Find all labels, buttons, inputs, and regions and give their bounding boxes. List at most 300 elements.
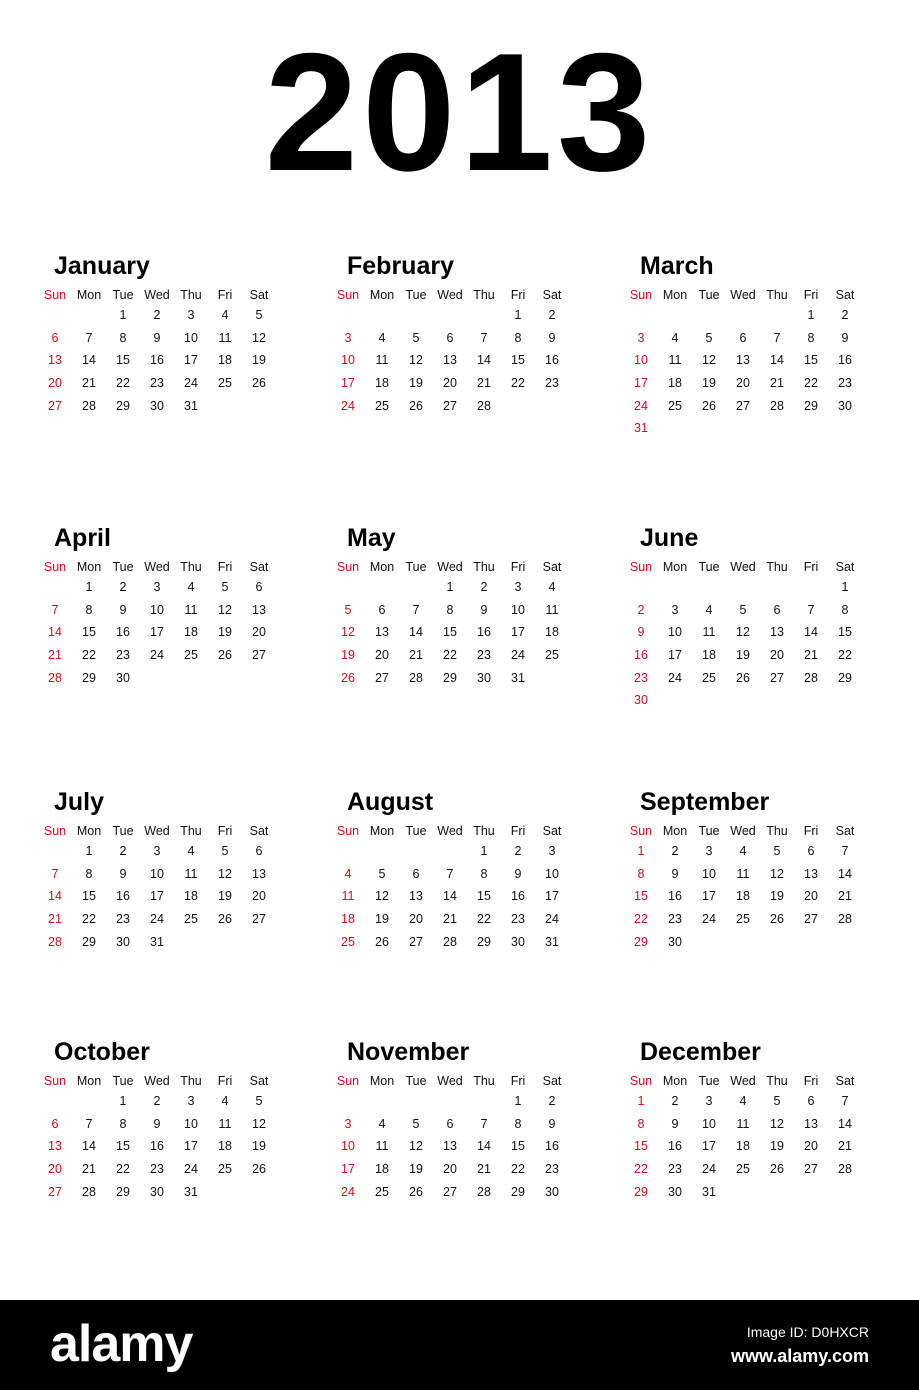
day-cell: 24 bbox=[702, 1162, 716, 1177]
day-cell: 14 bbox=[770, 353, 784, 368]
month-title: March bbox=[640, 252, 714, 280]
week-row bbox=[331, 931, 571, 954]
week-row bbox=[38, 327, 278, 350]
weekday-label: Wed bbox=[144, 824, 170, 838]
day-cell: 30 bbox=[511, 934, 525, 949]
day-cell: 28 bbox=[477, 1184, 491, 1199]
day-cell: 13 bbox=[48, 353, 62, 368]
weekday-label: Fri bbox=[510, 824, 526, 838]
day-cell: 15 bbox=[82, 625, 96, 640]
day-cell: 1 bbox=[841, 580, 849, 594]
day-cell: 9 bbox=[153, 1116, 161, 1131]
weekday-label: Sat bbox=[249, 824, 269, 838]
day-cell: 1 bbox=[119, 308, 127, 322]
month-title: October bbox=[54, 1038, 150, 1066]
week-row bbox=[624, 644, 864, 667]
weekday-label: Sun bbox=[43, 560, 67, 574]
day-cell: 27 bbox=[770, 670, 784, 685]
day-cell: 2 bbox=[153, 1094, 161, 1108]
day-cell: 16 bbox=[150, 353, 164, 368]
weekday-label: Sat bbox=[249, 288, 269, 302]
day-cell: 27 bbox=[48, 398, 62, 413]
month-april bbox=[38, 524, 278, 689]
day-cell: 30 bbox=[668, 934, 682, 949]
day-cell: 16 bbox=[150, 1139, 164, 1154]
day-cell: 3 bbox=[187, 1094, 195, 1108]
day-cell: 27 bbox=[443, 398, 457, 413]
day-cell: 15 bbox=[804, 353, 818, 368]
week-row bbox=[624, 372, 864, 395]
day-cell: 24 bbox=[184, 1162, 198, 1177]
week-row bbox=[624, 1181, 864, 1204]
day-cell: 28 bbox=[82, 1184, 96, 1199]
month-title: January bbox=[54, 252, 150, 280]
day-cell: 25 bbox=[668, 398, 682, 413]
day-cell: 5 bbox=[221, 844, 229, 858]
day-cell: 18 bbox=[375, 1162, 389, 1177]
day-cell: 9 bbox=[153, 330, 161, 345]
week-row bbox=[624, 863, 864, 886]
weekday-label: Thu bbox=[473, 560, 495, 574]
weekday-label: Mon bbox=[369, 288, 395, 302]
week-row bbox=[38, 576, 278, 599]
day-cell: 16 bbox=[116, 625, 130, 640]
day-cell: 21 bbox=[82, 1162, 96, 1177]
day-cell: 27 bbox=[443, 1184, 457, 1199]
day-cell: 24 bbox=[668, 670, 682, 685]
weekday-label: Fri bbox=[217, 824, 233, 838]
month-title: August bbox=[347, 788, 434, 816]
day-cell: 4 bbox=[221, 308, 229, 322]
week-row bbox=[38, 908, 278, 931]
week-row bbox=[624, 1158, 864, 1181]
week-row bbox=[38, 395, 278, 418]
day-cell: 3 bbox=[344, 1116, 352, 1131]
month-title: November bbox=[347, 1038, 470, 1066]
day-cell: 24 bbox=[150, 648, 164, 663]
month-march bbox=[624, 252, 864, 440]
day-cell: 18 bbox=[184, 625, 198, 640]
weekday-label: Tue bbox=[405, 560, 427, 574]
week-row bbox=[331, 1090, 571, 1113]
day-cell: 12 bbox=[252, 1116, 266, 1131]
day-cell: 19 bbox=[409, 376, 423, 391]
weekday-label: Tue bbox=[112, 560, 134, 574]
weekday-label: Wed bbox=[730, 560, 756, 574]
weekday-label: Wed bbox=[144, 1074, 170, 1088]
day-cell: 16 bbox=[545, 353, 559, 368]
day-cell: 11 bbox=[218, 330, 232, 345]
day-cell: 21 bbox=[477, 1162, 491, 1177]
day-cell: 20 bbox=[252, 625, 266, 640]
day-cell: 9 bbox=[841, 330, 849, 345]
day-cell: 26 bbox=[252, 376, 266, 391]
weekday-label: Sat bbox=[542, 288, 562, 302]
week-row bbox=[331, 840, 571, 863]
day-cell: 19 bbox=[252, 1139, 266, 1154]
day-cell: 17 bbox=[150, 625, 164, 640]
day-cell: 28 bbox=[838, 912, 852, 927]
day-cell: 1 bbox=[637, 844, 645, 858]
day-cell: 28 bbox=[82, 398, 96, 413]
day-cell: 30 bbox=[116, 934, 130, 949]
day-cell: 12 bbox=[218, 602, 232, 617]
day-cell: 12 bbox=[702, 353, 716, 368]
day-cell: 3 bbox=[705, 1094, 713, 1108]
day-cell: 2 bbox=[841, 308, 849, 322]
weekday-label: Thu bbox=[180, 1074, 202, 1088]
week-row bbox=[331, 1181, 571, 1204]
day-cell: 10 bbox=[702, 1116, 716, 1131]
week-row bbox=[331, 621, 571, 644]
month-october bbox=[38, 1038, 278, 1203]
day-cell: 27 bbox=[736, 398, 750, 413]
day-cell: 14 bbox=[838, 1116, 852, 1131]
day-cell: 3 bbox=[637, 330, 645, 345]
week-row bbox=[331, 304, 571, 327]
day-cell: 2 bbox=[480, 580, 488, 594]
day-cell: 3 bbox=[344, 330, 352, 345]
day-cell: 6 bbox=[255, 580, 263, 594]
week-row bbox=[331, 327, 571, 350]
day-cell: 13 bbox=[252, 602, 266, 617]
week-row bbox=[38, 644, 278, 667]
week-row bbox=[624, 1090, 864, 1113]
day-cell: 11 bbox=[668, 353, 682, 368]
day-cell: 9 bbox=[548, 330, 556, 345]
weekday-label: Wed bbox=[437, 824, 463, 838]
day-cell: 30 bbox=[838, 398, 852, 413]
day-cell: 8 bbox=[85, 866, 93, 881]
day-cell: 26 bbox=[375, 934, 389, 949]
week-row bbox=[331, 599, 571, 622]
day-cell: 17 bbox=[511, 625, 525, 640]
day-cell: 6 bbox=[412, 866, 420, 881]
day-cell: 22 bbox=[804, 376, 818, 391]
day-cell: 5 bbox=[221, 580, 229, 594]
day-cell: 29 bbox=[477, 934, 491, 949]
day-cell: 22 bbox=[634, 1162, 648, 1177]
day-cell: 24 bbox=[511, 648, 525, 663]
day-cell: 13 bbox=[409, 889, 423, 904]
day-cell: 1 bbox=[85, 580, 93, 594]
weekday-label: Thu bbox=[180, 288, 202, 302]
day-cell: 25 bbox=[736, 912, 750, 927]
day-cell: 18 bbox=[218, 1139, 232, 1154]
day-cell: 26 bbox=[770, 912, 784, 927]
day-cell: 17 bbox=[341, 376, 355, 391]
day-cell: 7 bbox=[446, 866, 454, 881]
day-cell: 19 bbox=[218, 889, 232, 904]
day-cell: 16 bbox=[511, 889, 525, 904]
weekday-label: Wed bbox=[437, 288, 463, 302]
day-cell: 14 bbox=[48, 889, 62, 904]
day-cell: 27 bbox=[48, 1184, 62, 1199]
day-cell: 17 bbox=[184, 353, 198, 368]
day-cell: 24 bbox=[184, 376, 198, 391]
weekday-label: Mon bbox=[662, 1074, 688, 1088]
day-cell: 6 bbox=[773, 602, 781, 617]
week-row bbox=[331, 1113, 571, 1136]
day-cell: 18 bbox=[184, 889, 198, 904]
day-cell: 26 bbox=[218, 912, 232, 927]
weekday-label: Sun bbox=[336, 1074, 360, 1088]
day-cell: 5 bbox=[255, 308, 263, 322]
day-cell: 19 bbox=[702, 376, 716, 391]
day-cell: 10 bbox=[150, 602, 164, 617]
weekday-label: Tue bbox=[698, 560, 720, 574]
day-cell: 30 bbox=[477, 670, 491, 685]
weekday-label: Mon bbox=[662, 560, 688, 574]
day-cell: 9 bbox=[480, 602, 488, 617]
day-cell: 4 bbox=[548, 580, 556, 594]
day-cell: 16 bbox=[668, 1139, 682, 1154]
day-cell: 11 bbox=[545, 602, 559, 617]
day-cell: 18 bbox=[341, 912, 355, 927]
day-cell: 7 bbox=[85, 330, 93, 345]
day-cell: 7 bbox=[480, 1116, 488, 1131]
weekday-label: Sun bbox=[336, 824, 360, 838]
weekday-label: Fri bbox=[803, 288, 819, 302]
day-cell: 29 bbox=[116, 1184, 130, 1199]
day-cell: 27 bbox=[804, 912, 818, 927]
day-cell: 19 bbox=[341, 648, 355, 663]
weekday-label: Mon bbox=[76, 1074, 102, 1088]
day-cell: 7 bbox=[51, 602, 59, 617]
day-cell: 1 bbox=[807, 308, 815, 322]
day-cell: 26 bbox=[770, 1162, 784, 1177]
week-row bbox=[624, 689, 864, 712]
week-row bbox=[624, 417, 864, 440]
day-cell: 10 bbox=[511, 602, 525, 617]
day-cell: 14 bbox=[477, 353, 491, 368]
day-cell: 6 bbox=[807, 1094, 815, 1108]
day-cell: 20 bbox=[409, 912, 423, 927]
day-cell: 23 bbox=[150, 376, 164, 391]
day-cell: 23 bbox=[838, 376, 852, 391]
day-cell: 27 bbox=[252, 912, 266, 927]
week-row bbox=[624, 327, 864, 350]
day-cell: 24 bbox=[341, 398, 355, 413]
day-cell: 16 bbox=[477, 625, 491, 640]
week-row bbox=[624, 667, 864, 690]
site-url: www.alamy.com bbox=[730, 1346, 869, 1366]
day-cell: 31 bbox=[150, 934, 164, 949]
day-cell: 26 bbox=[702, 398, 716, 413]
day-cell: 31 bbox=[702, 1184, 716, 1199]
weekday-label: Thu bbox=[180, 824, 202, 838]
weekday-label: Fri bbox=[510, 560, 526, 574]
day-cell: 8 bbox=[841, 602, 849, 617]
week-row bbox=[38, 667, 278, 690]
day-cell: 14 bbox=[82, 353, 96, 368]
day-cell: 17 bbox=[634, 376, 648, 391]
day-cell: 28 bbox=[443, 934, 457, 949]
day-cell: 22 bbox=[116, 1162, 130, 1177]
week-row bbox=[624, 885, 864, 908]
day-cell: 12 bbox=[409, 1139, 423, 1154]
week-row bbox=[331, 395, 571, 418]
day-cell: 29 bbox=[634, 934, 648, 949]
day-cell: 13 bbox=[443, 1139, 457, 1154]
day-cell: 13 bbox=[375, 625, 389, 640]
day-cell: 26 bbox=[218, 648, 232, 663]
day-cell: 5 bbox=[412, 330, 420, 345]
day-cell: 28 bbox=[409, 670, 423, 685]
week-row bbox=[331, 908, 571, 931]
weekday-label: Tue bbox=[405, 288, 427, 302]
day-cell: 15 bbox=[116, 353, 130, 368]
day-cell: 14 bbox=[48, 625, 62, 640]
day-cell: 8 bbox=[119, 330, 127, 345]
week-row bbox=[38, 1135, 278, 1158]
weekday-label: Thu bbox=[766, 560, 788, 574]
month-july bbox=[38, 788, 278, 953]
day-cell: 3 bbox=[187, 308, 195, 322]
day-cell: 1 bbox=[514, 308, 522, 322]
weekday-label: Sat bbox=[542, 560, 562, 574]
day-cell: 11 bbox=[341, 889, 355, 904]
weekday-label: Sat bbox=[249, 1074, 269, 1088]
week-row bbox=[38, 349, 278, 372]
weekday-label: Sun bbox=[336, 560, 360, 574]
day-cell: 4 bbox=[187, 580, 195, 594]
weekday-label: Tue bbox=[698, 1074, 720, 1088]
day-cell: 14 bbox=[477, 1139, 491, 1154]
weekday-label: Wed bbox=[144, 288, 170, 302]
day-cell: 6 bbox=[51, 330, 59, 345]
weekday-header bbox=[331, 822, 571, 840]
day-cell: 5 bbox=[773, 844, 781, 858]
day-cell: 17 bbox=[545, 889, 559, 904]
day-cell: 13 bbox=[804, 866, 818, 881]
day-cell: 16 bbox=[634, 648, 648, 663]
day-cell: 28 bbox=[838, 1162, 852, 1177]
day-cell: 1 bbox=[119, 1094, 127, 1108]
day-cell: 7 bbox=[773, 330, 781, 345]
weekday-label: Fri bbox=[510, 1074, 526, 1088]
weekday-label: Thu bbox=[473, 824, 495, 838]
day-cell: 3 bbox=[153, 844, 161, 858]
day-cell: 4 bbox=[671, 330, 679, 345]
weekday-label: Fri bbox=[217, 560, 233, 574]
day-cell: 8 bbox=[637, 1116, 645, 1131]
day-cell: 22 bbox=[511, 376, 525, 391]
year-title: 2013 bbox=[264, 18, 655, 206]
day-cell: 2 bbox=[153, 308, 161, 322]
day-cell: 19 bbox=[375, 912, 389, 927]
week-row bbox=[331, 1135, 571, 1158]
week-row bbox=[624, 931, 864, 954]
weekday-label: Sat bbox=[835, 288, 855, 302]
day-cell: 15 bbox=[838, 625, 852, 640]
weekday-label: Mon bbox=[369, 824, 395, 838]
day-cell: 10 bbox=[634, 353, 648, 368]
weekday-header bbox=[624, 286, 864, 304]
day-cell: 13 bbox=[770, 625, 784, 640]
day-cell: 14 bbox=[804, 625, 818, 640]
day-cell: 28 bbox=[477, 398, 491, 413]
day-cell: 4 bbox=[739, 1094, 747, 1108]
day-cell: 5 bbox=[739, 602, 747, 617]
week-row bbox=[331, 349, 571, 372]
day-cell: 25 bbox=[341, 934, 355, 949]
day-cell: 11 bbox=[736, 866, 750, 881]
day-cell: 14 bbox=[82, 1139, 96, 1154]
day-cell: 20 bbox=[48, 1162, 62, 1177]
day-cell: 16 bbox=[545, 1139, 559, 1154]
day-cell: 8 bbox=[807, 330, 815, 345]
day-cell: 1 bbox=[85, 844, 93, 858]
month-title: February bbox=[347, 252, 454, 280]
day-cell: 22 bbox=[82, 912, 96, 927]
weekday-header bbox=[624, 558, 864, 576]
day-cell: 5 bbox=[705, 330, 713, 345]
day-cell: 9 bbox=[671, 866, 679, 881]
weekday-label: Thu bbox=[473, 288, 495, 302]
day-cell: 30 bbox=[116, 670, 130, 685]
day-cell: 23 bbox=[477, 648, 491, 663]
day-cell: 10 bbox=[184, 1116, 198, 1131]
day-cell: 18 bbox=[218, 353, 232, 368]
weekday-label: Fri bbox=[803, 560, 819, 574]
day-cell: 9 bbox=[514, 866, 522, 881]
day-cell: 11 bbox=[375, 353, 389, 368]
weekday-label: Thu bbox=[766, 288, 788, 302]
day-cell: 26 bbox=[252, 1162, 266, 1177]
weekday-label: Tue bbox=[405, 824, 427, 838]
day-cell: 3 bbox=[153, 580, 161, 594]
day-cell: 23 bbox=[668, 1162, 682, 1177]
week-row bbox=[331, 667, 571, 690]
day-cell: 15 bbox=[82, 889, 96, 904]
day-cell: 19 bbox=[736, 648, 750, 663]
weekday-label: Tue bbox=[112, 1074, 134, 1088]
day-cell: 12 bbox=[218, 866, 232, 881]
image-id-label: Image ID: D0HXCR bbox=[746, 1324, 869, 1340]
day-cell: 11 bbox=[184, 602, 198, 617]
day-cell: 7 bbox=[51, 866, 59, 881]
weekday-label: Mon bbox=[662, 288, 688, 302]
day-cell: 21 bbox=[48, 648, 62, 663]
day-cell: 9 bbox=[119, 866, 127, 881]
day-cell: 20 bbox=[443, 1162, 457, 1177]
week-row bbox=[624, 840, 864, 863]
weekday-label: Wed bbox=[144, 560, 170, 574]
day-cell: 2 bbox=[671, 844, 679, 858]
day-cell: 29 bbox=[443, 670, 457, 685]
weekday-label: Sat bbox=[542, 824, 562, 838]
day-cell: 25 bbox=[218, 1162, 232, 1177]
week-row bbox=[624, 349, 864, 372]
day-cell: 5 bbox=[378, 866, 386, 881]
day-cell: 22 bbox=[511, 1162, 525, 1177]
day-cell: 21 bbox=[477, 376, 491, 391]
day-cell: 3 bbox=[671, 602, 679, 617]
day-cell: 17 bbox=[702, 889, 716, 904]
day-cell: 2 bbox=[119, 844, 127, 858]
day-cell: 12 bbox=[770, 1116, 784, 1131]
day-cell: 6 bbox=[739, 330, 747, 345]
day-cell: 1 bbox=[480, 844, 488, 858]
day-cell: 27 bbox=[804, 1162, 818, 1177]
day-cell: 13 bbox=[48, 1139, 62, 1154]
weekday-label: Wed bbox=[730, 1074, 756, 1088]
day-cell: 3 bbox=[705, 844, 713, 858]
day-cell: 25 bbox=[545, 648, 559, 663]
day-cell: 12 bbox=[341, 625, 355, 640]
day-cell: 27 bbox=[409, 934, 423, 949]
